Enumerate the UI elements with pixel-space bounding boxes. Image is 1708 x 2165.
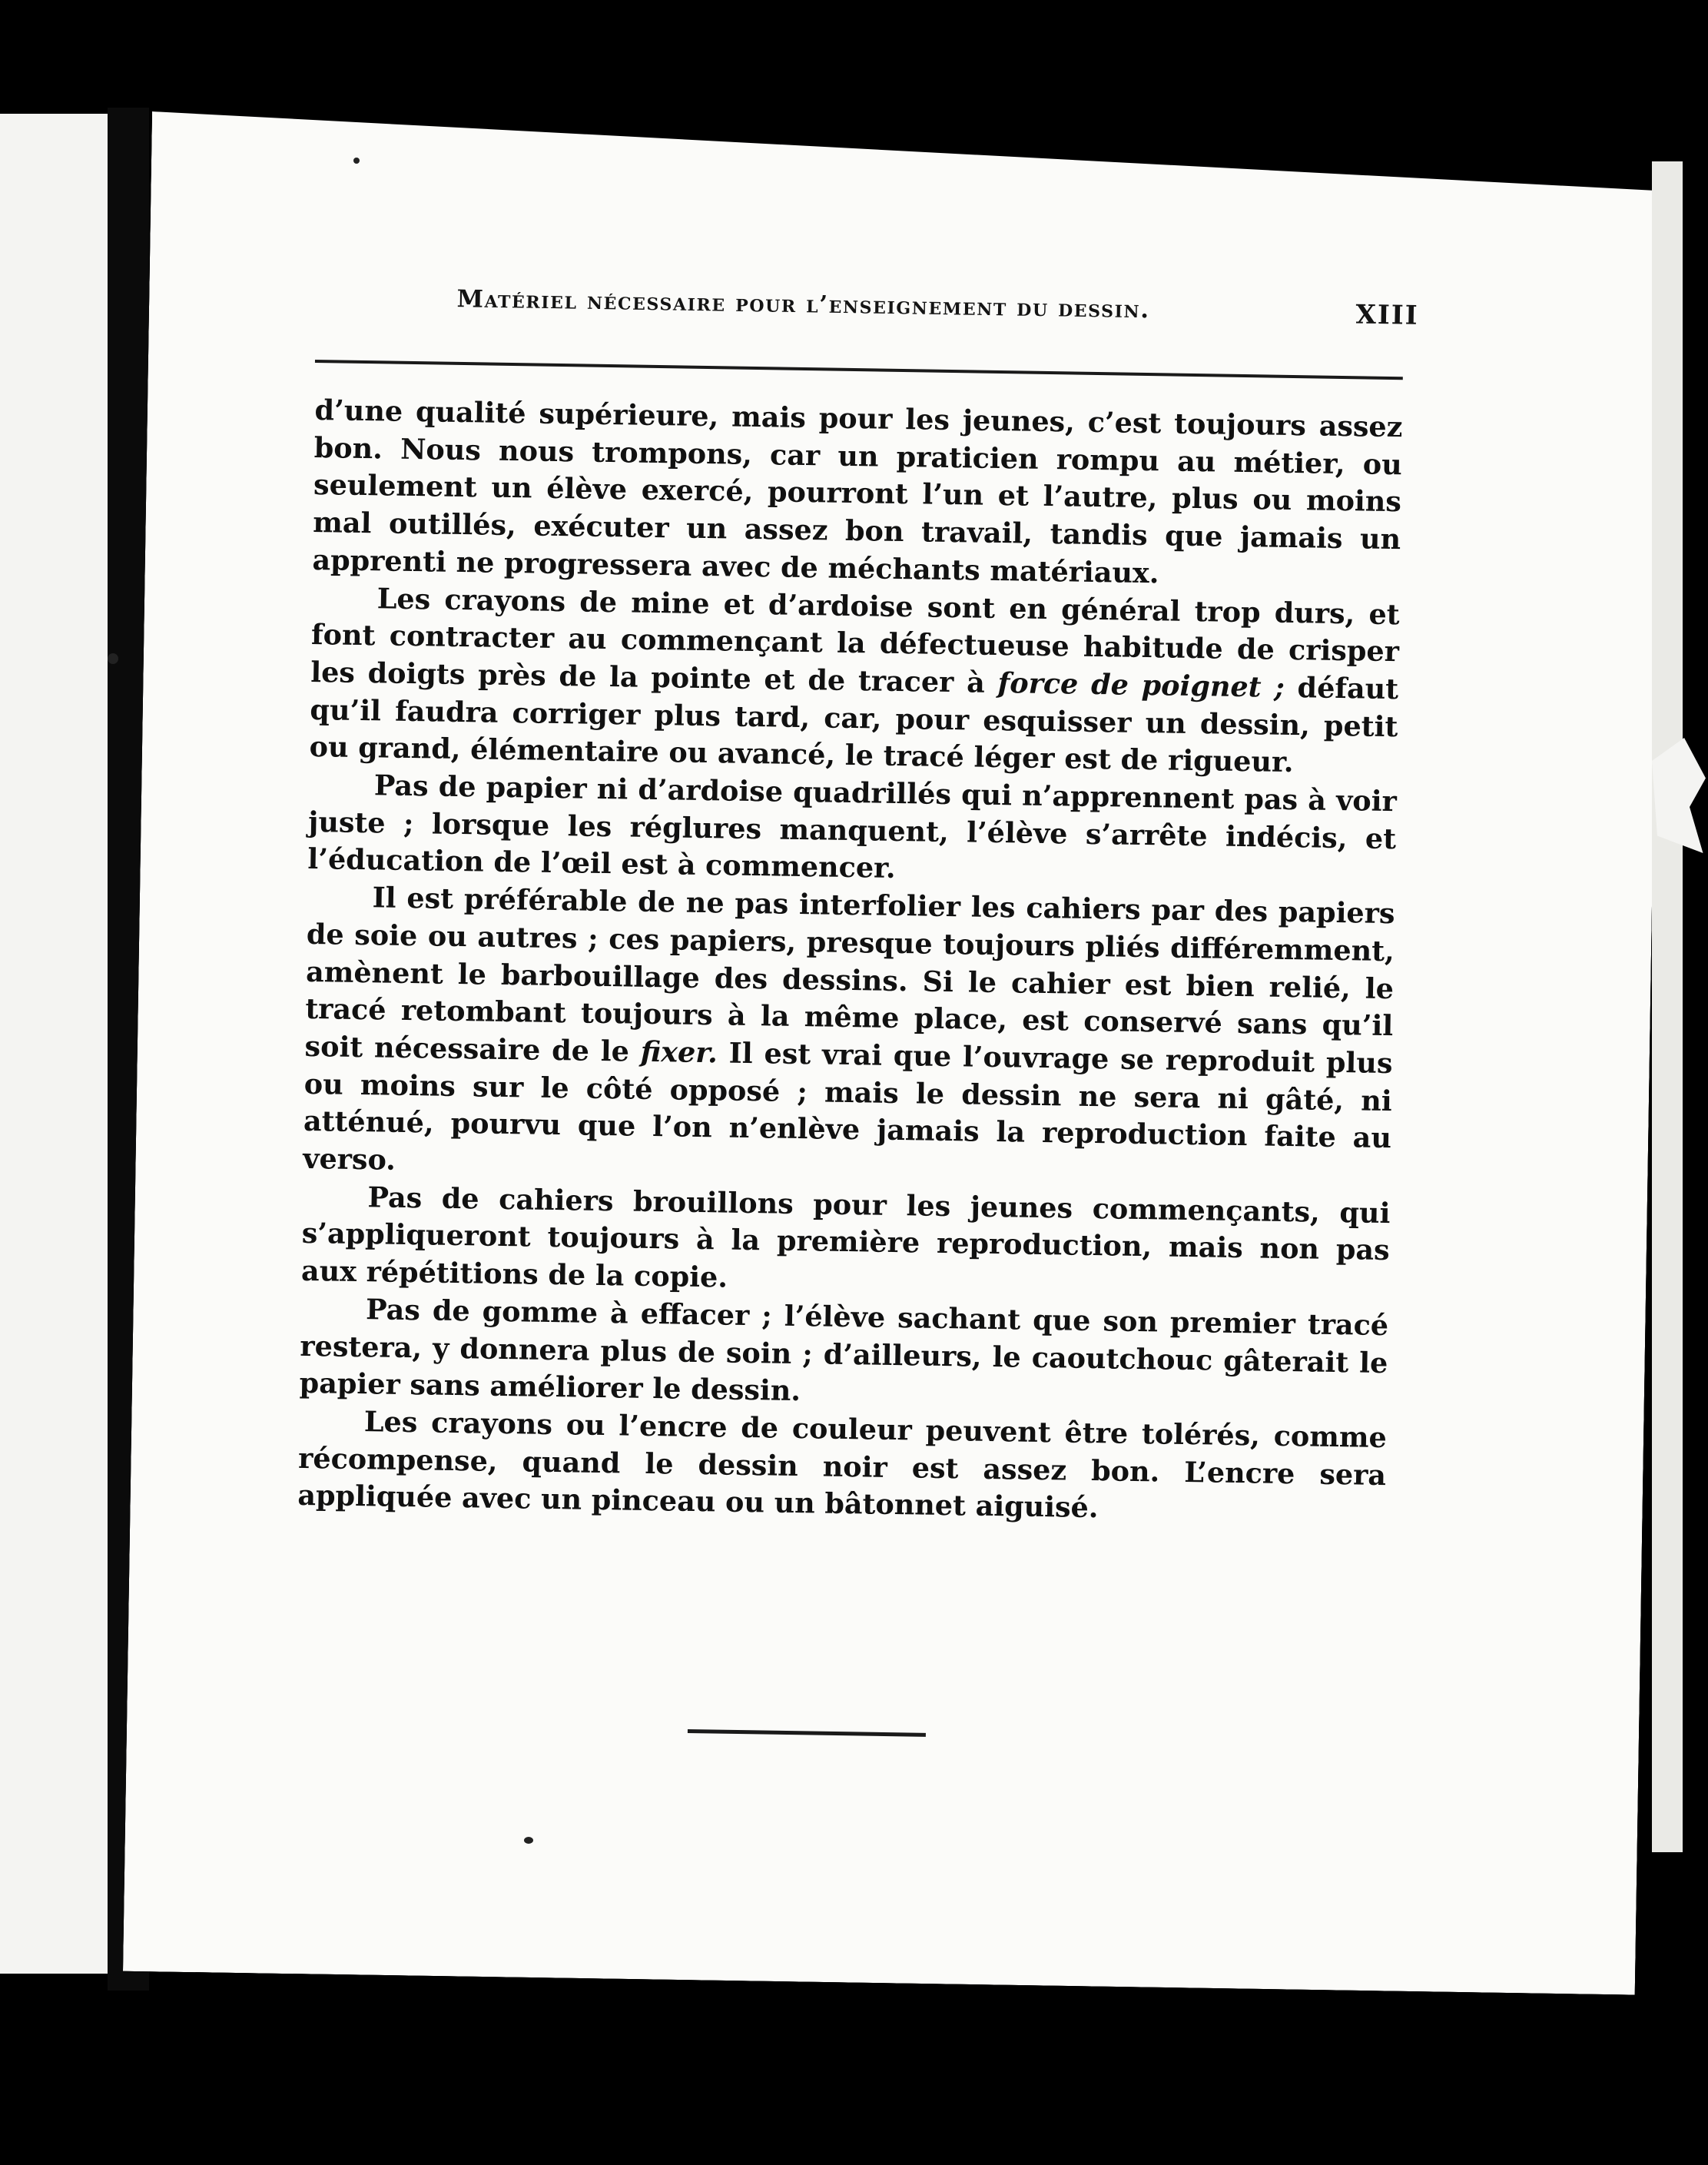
running-title: Matériel nécessaire pour l’enseignement du dessin. <box>456 285 1150 324</box>
facing-page-edge <box>0 114 115 1974</box>
paragraph-4-italic: fixer. <box>640 1034 718 1070</box>
paragraph-2-text-b: défaut qu’il faudra corriger plus tard, car, pour esquisser un dessin, petit ou grand, élémentaire ou avancé, le tracé léger est de rigueur. <box>309 670 1399 779</box>
dust-speck <box>524 1837 533 1844</box>
dust-speck <box>108 653 118 664</box>
body-text <box>297 392 1403 1532</box>
binding-notch <box>114 265 134 314</box>
paragraph-6: Pas de gomme à effacer ; l’élève sachant que son premier tracé restera, y donnera plus de soin ; d’ailleurs, le caoutchouc gâterait le papier sans améliorer le dessin. <box>299 1293 1389 1408</box>
paragraph-2 <box>309 579 1400 783</box>
paragraph-2-italic: force de poignet ; <box>997 666 1285 704</box>
dust-speck <box>353 158 360 164</box>
paragraph-7: Les crayons ou l’encre de couleur peuvent être tolérés, comme récompense, quand le dessin noir est assez bon. L’encre sera appliquée avec un pinceau ou un bâtonnet aiguisé. <box>297 1405 1388 1525</box>
paragraph-3: Pas de papier ni d’ardoise quadrillés qui n’apprennent pas à voir juste ; lorsque les réglures manquent, l’élève s’arrête indécis, et l’éducation de l’œil est à commencer. <box>307 769 1398 885</box>
paragraph-4-text-a: Il est préférable de ne pas interfolier les cahiers par des papiers de soie ou autres ; ces papiers, presque toujours pliés différemment, amènent le barbouillage des dessins. Si le cahier est bien relié, le tracé retombant toujours à la même place, est conservé sans qu’il soit nécessaire de le <box>304 881 1395 1068</box>
page-number: XIII <box>1355 299 1419 331</box>
torn-paper-fragment <box>1652 738 1706 853</box>
paragraph-1: d’une qualité supérieure, mais pour les jeunes, c’est toujours assez bon. Nous nous trompons, car un praticien rompu au métier, ou seulement un élève exercé, pourront l’un et l’autre, plus ou moins mal outillés, exécuter un assez bon travail, tandis que jamais un apprenti ne progressera avec de méchants matériaux. <box>312 393 1403 590</box>
page-right-edge <box>1652 161 1683 1852</box>
paragraph-4-text-b: Il est vrai que l’ouvrage se reproduit plus ou moins sur le côté opposé ; mais le dessin ne sera ni gâté, ni atténué, pourvu que l’on n’enlève jamais la reproduction faite au verso. <box>302 1036 1393 1177</box>
paragraph-4 <box>303 878 1395 1195</box>
paragraph-2-text-a: Les crayons de mine et d’ardoise sont en général trop durs, et font contracter au commençant la défectueuse habitude de crisper les doigts près de la pointe et de tracer à <box>310 581 1400 699</box>
paragraph-5: Pas de cahiers brouillons pour les jeunes commençants, qui s’appliqueront toujours à la première reproduction, mais non pas aux répétitions de la copie. <box>300 1180 1391 1294</box>
